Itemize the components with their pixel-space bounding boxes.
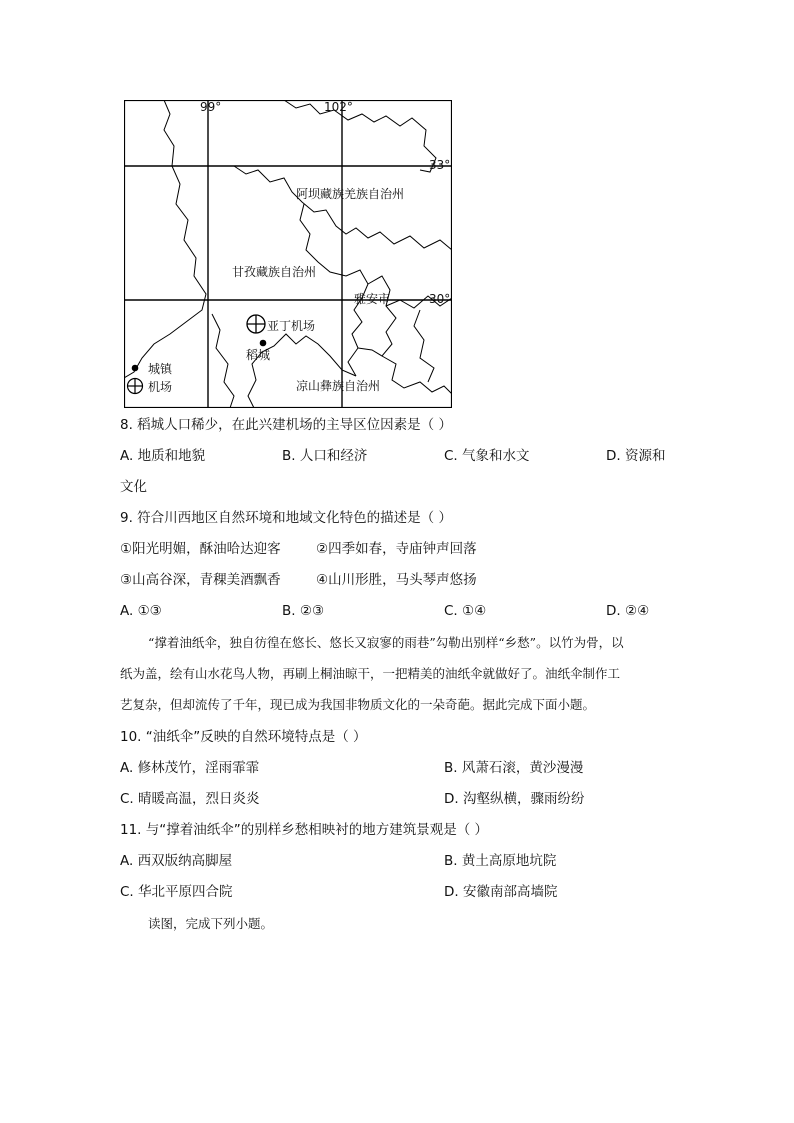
q10-option-b: B. 风萧石滚，黄沙漫漫 (444, 760, 584, 776)
q10-option-c: C. 晴暖高温，烈日炎炎 (120, 791, 260, 807)
sichuan-map (124, 100, 452, 408)
aba-west-boundary (234, 166, 452, 250)
q8-option-c: C. 气象和水文 (444, 448, 530, 464)
liangshan-east-boundary (382, 356, 452, 394)
south-west-boundary (212, 314, 234, 408)
q9-option-a: A. ①③ (120, 603, 162, 619)
daocheng-label: 稻城 (246, 348, 271, 362)
legend-town-icon (132, 365, 139, 372)
legend-airport-label: 机场 (148, 380, 173, 394)
q9-item-2: ②四季如春，寺庙钟声回落 (316, 541, 477, 557)
q8-option-d-cont: 文化 (120, 479, 147, 495)
q10-option-a: A. 修林茂竹，淫雨霏霏 (120, 760, 260, 776)
north-boundary (284, 100, 436, 172)
q8-option-d: D. 资源和 (606, 448, 666, 464)
passage-line-2: 纸为盖，绘有山水花鸟人物，再刷上桐油晾干，一把精美的油纸伞就做好了。油纸伞制作工 (120, 666, 621, 681)
q8-option-a: A. 地质和地貌 (120, 448, 206, 464)
legend-town-label: 城镇 (148, 362, 173, 376)
lon-99-label: 99° (200, 100, 222, 114)
q9-option-d: D. ②④ (606, 603, 650, 619)
yaan-boundary (358, 276, 396, 356)
q11-option-b: B. 黄土高原地坑院 (444, 853, 557, 869)
airport-label: 亚丁机场 (267, 319, 316, 333)
yaan-label: 雅安市 (354, 292, 391, 306)
airport-icon (247, 315, 265, 333)
q10-option-d: D. 沟壑纵横，骤雨纷纷 (444, 791, 585, 807)
passage-line-3: 艺复杂，但却流传了千年，现已成为我国非物质文化的一朵奇葩。据此完成下面小题。 (120, 697, 596, 712)
west-boundary (124, 100, 206, 378)
q9-option-c: C. ①④ (444, 603, 487, 619)
q10-stem: 10. “油纸伞”反映的自然环境特点是（ ） (120, 729, 367, 745)
lon-102-label: 102° (324, 100, 353, 114)
q9-option-b: B. ②③ (282, 603, 325, 619)
q11-stem: 11. 与“撑着油纸伞”的别样乡愁相映衬的地方建筑景观是（ ） (120, 822, 489, 838)
liangshan-label: 凉山彝族自治州 (296, 379, 381, 393)
lat-30-label: 30° (429, 292, 451, 306)
q9-item-4: ④山川形胜，马头琴声悠扬 (316, 572, 477, 588)
lat-33-label: 33° (429, 158, 451, 172)
reading-instruction: 读图，完成下列小题。 (148, 916, 274, 931)
q8-stem: 8. 稻城人口稀少，在此兴建机场的主导区位因素是（ ） (120, 417, 452, 433)
q11-option-d: D. 安徽南部高墙院 (444, 884, 558, 900)
legend-airport-icon (128, 379, 143, 394)
q9-stem: 9. 符合川西地区自然环境和地域文化特色的描述是（ ） (120, 510, 452, 526)
q9-item-3: ③山高谷深，青稞美酒飘香 (120, 572, 281, 588)
q11-option-a: A. 西双版纳高脚屋 (120, 853, 233, 869)
ganzi-label: 甘孜藏族自治州 (232, 265, 317, 279)
south-east-boundary (414, 310, 434, 382)
q11-option-c: C. 华北平原四合院 (120, 884, 233, 900)
aba-label: 阿坝藏族羌族自治州 (296, 187, 405, 201)
daocheng-town-icon (260, 340, 267, 347)
q9-item-1: ①阳光明媚，酥油哈达迎客 (120, 541, 281, 557)
q8-option-b: B. 人口和经济 (282, 448, 368, 464)
passage-line-1: “撑着油纸伞，独自彷徨在悠长、悠长又寂寥的雨巷”勾勒出别样“乡愁”。以竹为骨，以 (148, 635, 624, 650)
